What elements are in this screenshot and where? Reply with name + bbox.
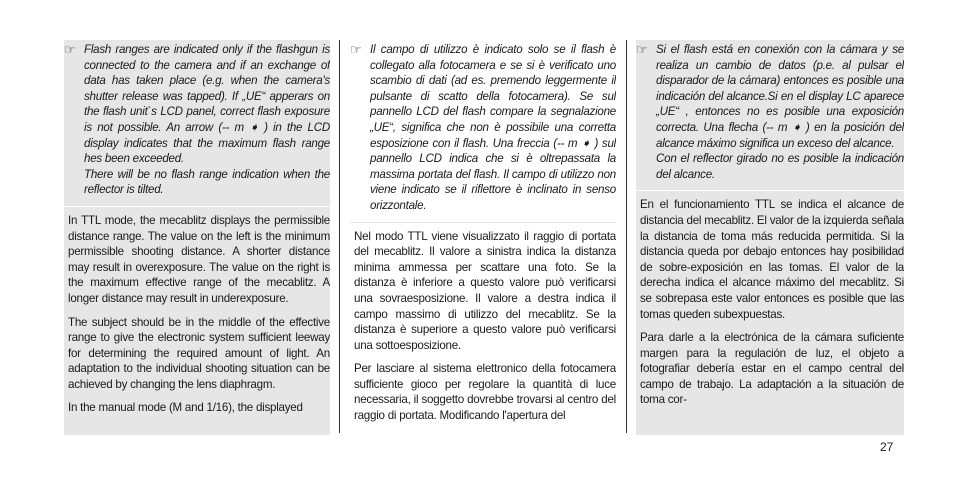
paragraph-english-3: In the manual mode (M and 1/16), the displayed: [68, 401, 303, 415]
note-english-text-2: There will be no flash range indication when the reflector is tilted.: [84, 167, 330, 197]
separator: [64, 206, 330, 207]
note-spanish: [636, 42, 904, 182]
column-divider: [339, 40, 340, 433]
paragraph-english-2: The subject should be in the middle of the effective range to give the electronic system sufficient leeway for determining the required amount of light. An adaptation to the individual shooting situation can be achieved by changing the lens diaphragm.: [68, 315, 330, 391]
paragraph-italian-2: Per lasciare al sistema elettronico della fotocamera sufficiente gioco per regolare la quantità di luce necessaria, il soggetto dovrebbe trovarsi al centro del raggio di portata. Modificando l'apertura del: [354, 362, 616, 423]
pointing-hand-icon: ☞: [350, 42, 362, 57]
paragraph-spanish-1: En el funcionamiento TTL se indica el alcance de distancia del mecablitz. El valor de la izquierda señala la distancia de toma más reducida permitida. Si la distancia queda por debajo entonces hay posibilidad de sobre-exposición en las tomas. El valor de la derecha indica el alcance máximo del mecablitz. Si se sobrepasa este valor entonces es posible que las tomas queden subexpuestas.: [640, 198, 904, 321]
note-spanish-text: Si el flash está en conexión con la cámara y se realiza un cambio de datos (p.e. al pulsar el disparador de la cámara) entonces es posible una indicación del alcance.Si en el display LC aparece „UE“ , entonces no es posible una exposición correcta. Una flecha (-- m ➧ ) en la posición del alcance máximo significa un exceso del alcance.: [656, 43, 904, 150]
pointing-hand-icon: ☞: [64, 42, 76, 57]
column-english: [64, 40, 330, 435]
paragraph-italian-1: Nel modo TTL viene visualizzato il raggio di portata del mecablitz. Il valore a sinistra indica la distanza minima ammessa per scattare una foto. Se la distanza è inferiore a questo valore può verificarsi una sovraesposizione. Il valore a destra indica il campo massimo di utilizzo del mecablitz. Se la distanza è superiore a questo valore può verificarsi una sottoesposizione.: [354, 229, 616, 352]
note-english: [64, 42, 330, 198]
column-italian: [350, 40, 616, 435]
note-english-text: Flash ranges are indicated only if the flashgun is connected to the camera and if an exchange of data has taken place (e.g. when the camera's shutter release was tapped). If „UE“ apperars on the flash unit`s LCD panel, correct flash exposure is not possible. An arrow (-- m ➧ ) in the LCD display indicates that the maximum flash range hes been exceeded.: [84, 43, 330, 166]
separator: [350, 222, 616, 223]
page-number: 27: [880, 440, 894, 454]
paragraph-spanish-2: Para darle a la electrónica de la cámara suficiente margen para la regulación de luz, el objeto a fotografiar debería estar en el campo central del campo de trabajo. La adaptación a la situación de toma cor-: [640, 331, 904, 407]
note-italian: [350, 42, 616, 214]
column-divider: [626, 40, 627, 433]
column-spanish: [636, 40, 904, 435]
note-italian-text: Il campo di utilizzo è indicato solo se il flash è collegato alla fotocamera e se si è verificato uno scambio di dati (ad es. premendo leggermente il pulsante di scatto della fotocamera). Se sul pannello LCD del flash compare la segnalazione „UE“, significa che non è possibile una corretta esposizione con il flash. Una freccia (-- m ➧ ) sul pannello LCD indica che si è oltrepassata la massima portata del flash. Il campo di utilizzo non viene indicato se il riflettore è inclinato in senso orizzontale.: [370, 43, 616, 212]
pointing-hand-icon: ☞: [636, 42, 648, 57]
paragraph-english-1: In TTL mode, the mecablitz displays the permissible distance range. The value on the left is the minimum permissible shooting distance. A shorter distance may result in overexposure. The value on the right is the maximum effective range of the mecablitz. A longer distance may result in underexposure.: [68, 213, 330, 305]
note-spanish-text-2: Con el reflector girado no es posible la indicación del alcance.: [656, 152, 904, 181]
separator: [636, 190, 904, 191]
